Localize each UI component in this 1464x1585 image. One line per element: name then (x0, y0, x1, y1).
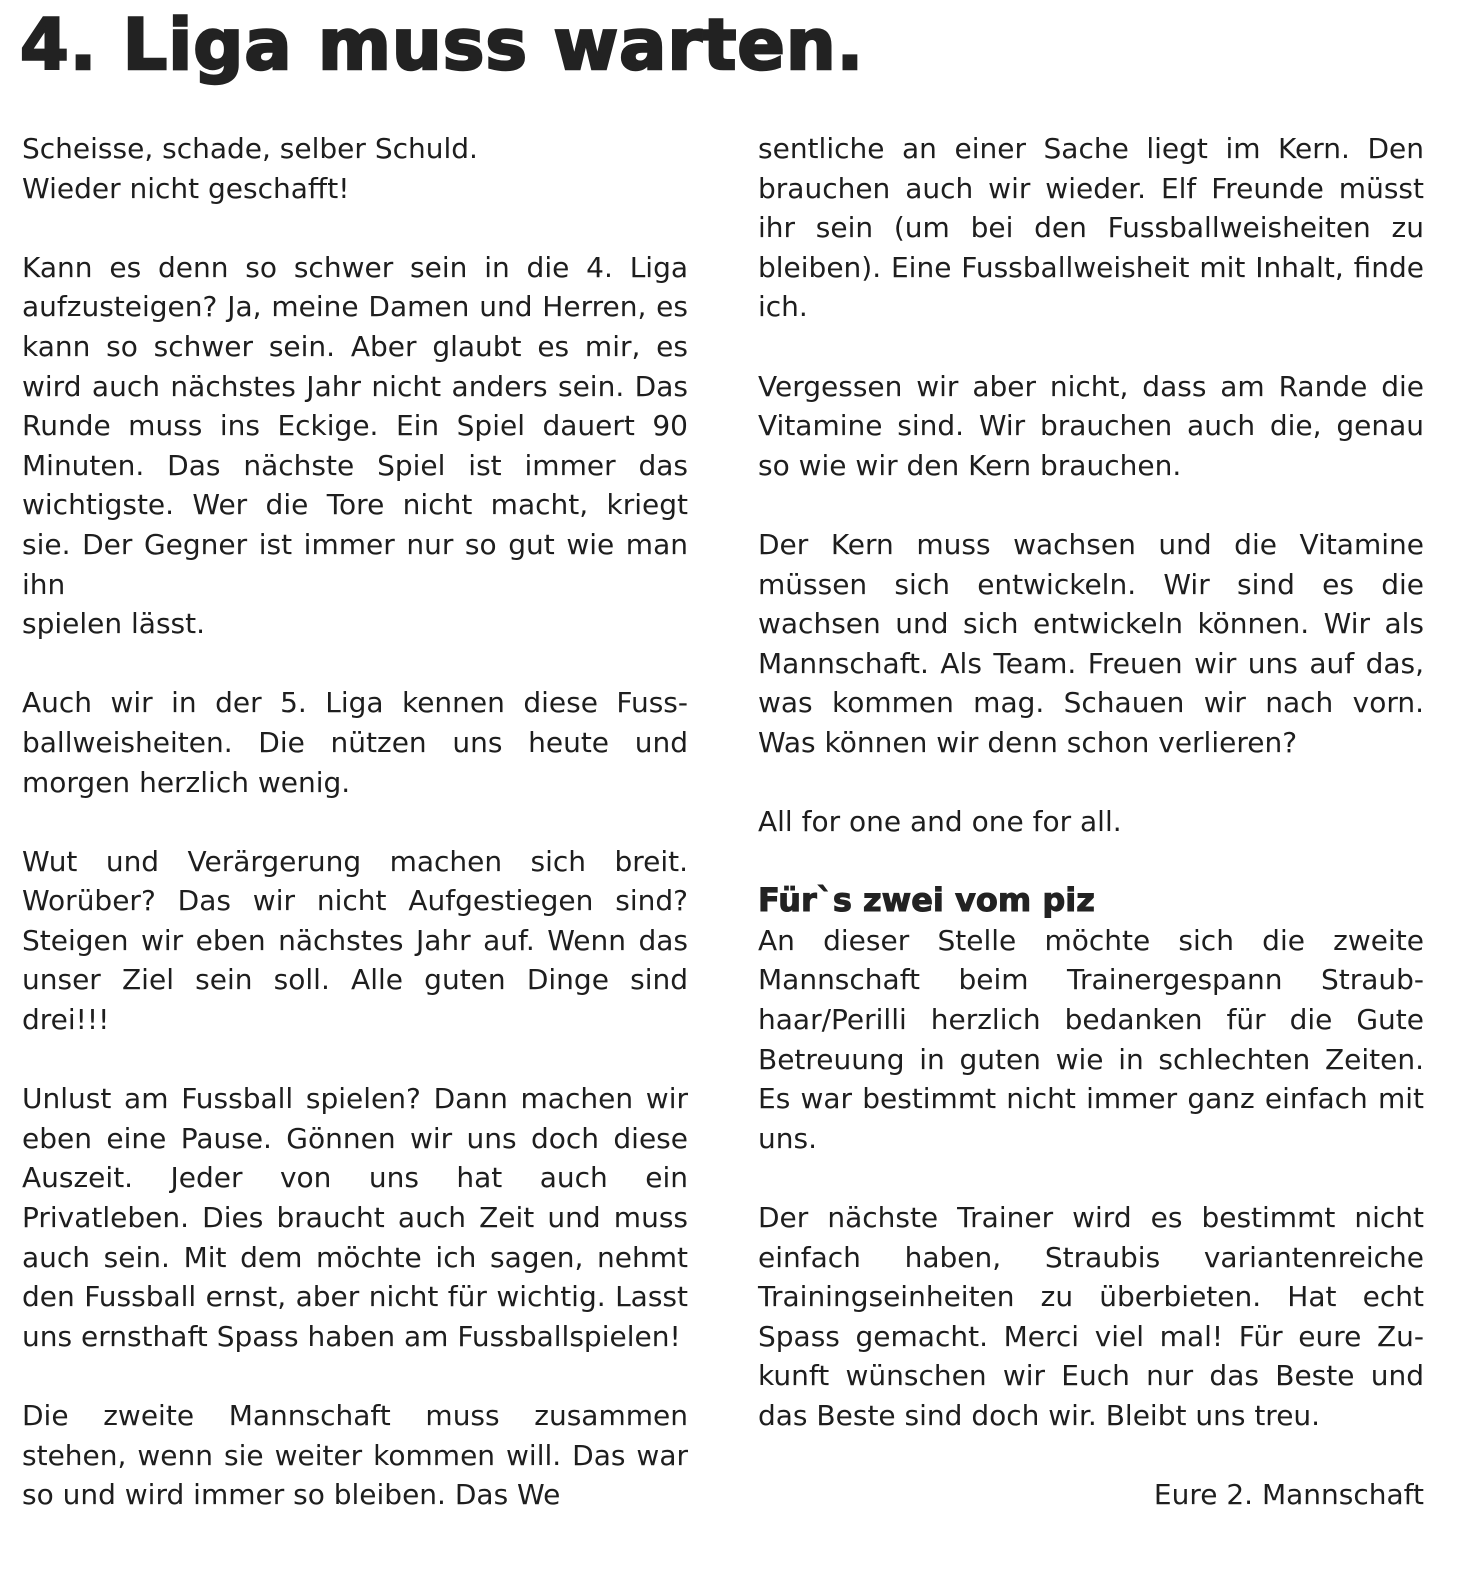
paragraph-motto: All for one and one for all. (758, 805, 1122, 839)
article-signature: Eure 2. Mannschaft (1153, 1478, 1424, 1512)
paragraph-team-together: Die zweite Mannschaft muss zusammen stehen, wenn sie weiter kommen will. Das war so und wird immer so bleiben. Das We (22, 1399, 688, 1512)
paragraph-growth: Der Kern muss wachsen und die Vitamine müssen sich entwickeln. Wir sind es die wachsen und sich entwickeln können. Wir als Mannschaft. Als Team. Freuen wir uns auf das, was kommen mag. Schauen wir nach vorn. Was können wir denn schon verlieren? (758, 527, 1424, 759)
paragraph-vitamins: Vergessen wir aber nicht, dass am Rande die Vitamine sind. Wir brauchen auch die, genau so wie wir den Kern brauchen. (758, 369, 1424, 482)
intro-line-1: Scheisse, schade, selber Schuld. (22, 132, 478, 165)
paragraph-reluctance: Unlust am Fussball spielen? Dann machen wir eben eine Pause. Gönnen wir uns doch diese Auszeit. Jeder von uns hat auch ein Privatleben. Dies braucht auch Zeit und muss auch sein. Mit dem möchte ich sagen, nehmt den Fussball ernst, aber nicht für wichtig. Lasst uns ernsthaft Spass haben am Fussballspielen! (22, 1082, 688, 1353)
paragraph-football-wisdoms (22, 248, 688, 604)
section-subheading: Für`s zwei vom piz (758, 881, 1095, 920)
paragraph-core: sentliche an einer Sache liegt im Kern. Den brauchen auch wir wieder. Elf Freunde müsst ihr sein (um bei den Fussballweisheiten zu bleiben). Eine Fussballweisheit mit Inhalt, finde ich. (758, 132, 1424, 324)
intro-line-2: Wieder nicht geschafft! (22, 171, 350, 205)
paragraph-next-coach: Der nächste Trainer wird es bestimmt nicht einfach haben, Straubis variantenreiche Trainingseinheiten zu überbieten. Hat echt Spass gemacht. Merci viel mal! Für eure Zukunft wünschen wir Euch nur das Beste und das Beste sind doch wir. Bleibt uns treu. (758, 1201, 1424, 1432)
article-title: 4. Liga muss warten. (20, 4, 865, 86)
paragraph-thanks-coaches: An dieser Stelle möchte sich die zweite Mannschaft beim Trainergespann Straubhaar/Perilli herzlich bedanken für die Gute Betreuung in guten wie in schlechten Zeiten. Es war bestimmt nicht immer ganz einfach mit uns. (758, 923, 1424, 1155)
left-column (22, 129, 688, 1515)
paragraph-football-wisdoms-end (22, 604, 688, 644)
paragraph-anger: Wut und Verärgerung machen sich breit. Worüber? Das wir nicht Aufgestiegen sind? Steigen wir eben nächstes Jahr auf. Wenn das unser Ziel sein soll. Alle guten Dinge sind drei!!! (22, 844, 688, 1037)
intro-paragraph (22, 129, 688, 208)
right-column (758, 129, 1424, 1515)
paragraph-fifth-league: Auch wir in der 5. Liga kennen diese Fussballweisheiten. Die nützen uns heute und morgen herzlich wenig. (22, 686, 688, 799)
paragraph-end-line: spielen lässt. (22, 607, 206, 641)
paragraph-football-wisdoms-text: Kann es denn so schwer sein in die 4. Liga aufzusteigen? Ja, meine Damen und Herren, es kann so schwer sein. Aber glaubt es mir, es wird auch nächstes Jahr nicht anders sein. Das Runde muss ins Eckige. Ein Spiel dauert 90 Minuten. Das nächste Spiel ist immer das wichtigste. Wer die Tore nicht macht, kriegt sie. Der Gegner ist immer nur so gut wie man ihn (22, 250, 688, 601)
